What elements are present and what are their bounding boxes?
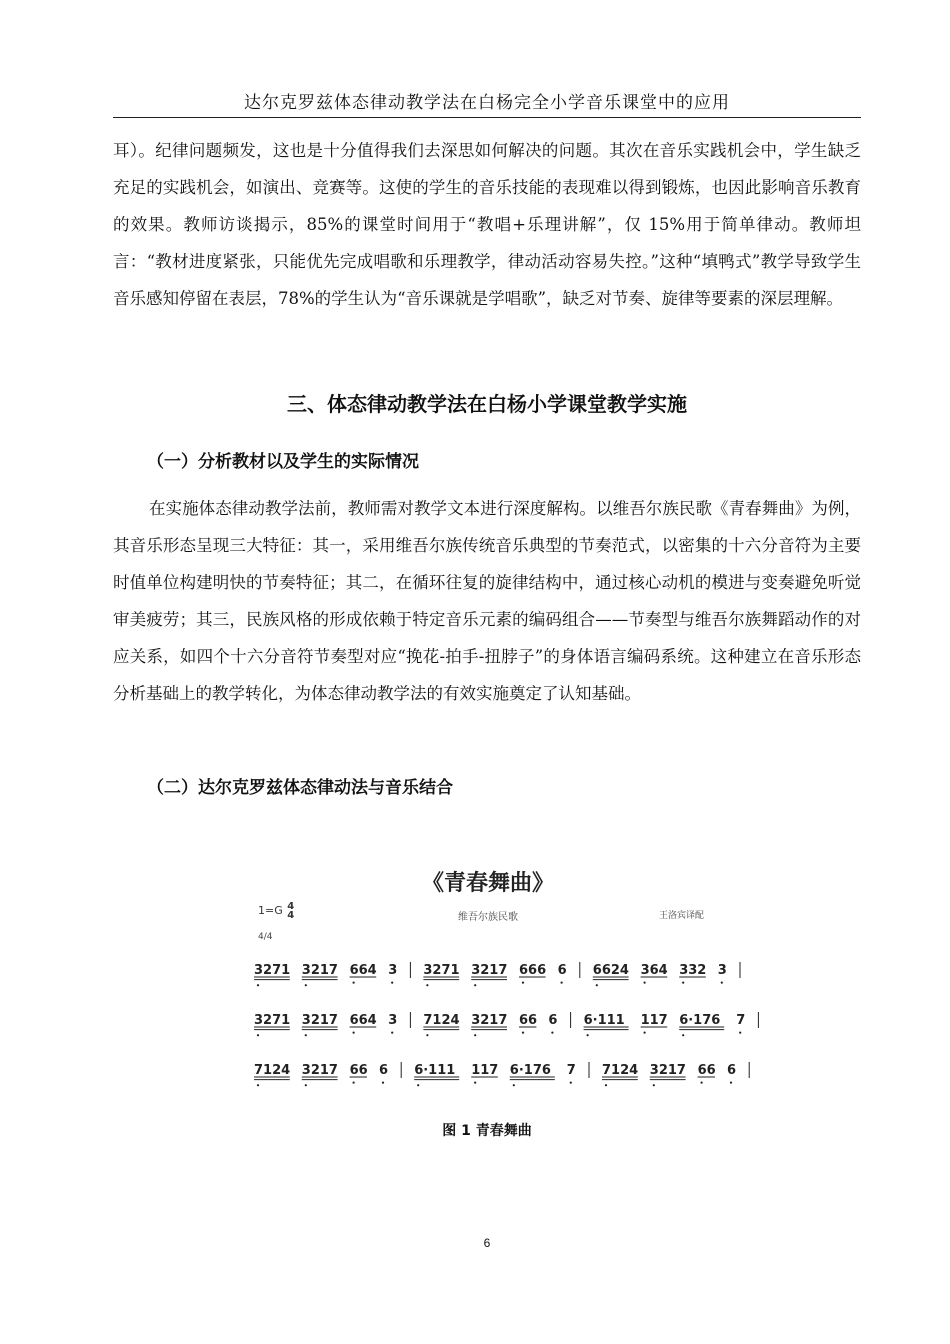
octave-dot	[570, 1082, 572, 1084]
note-group: 6·111	[414, 1063, 456, 1078]
note-group: 3	[388, 963, 398, 978]
octave-dot	[513, 1084, 515, 1086]
score-origin: 维吾尔族民歌	[458, 912, 518, 923]
octave-dot	[644, 1032, 646, 1034]
note-group: 3217	[301, 1013, 338, 1028]
subsection-heading-2: （二）达尔克罗兹体态律动法与音乐结合	[147, 778, 453, 798]
octave-dot	[596, 984, 598, 986]
octave-dot	[551, 1032, 553, 1034]
octave-dot	[417, 1084, 419, 1086]
note-group: 332	[679, 963, 707, 978]
octave-dot	[391, 982, 393, 984]
note-group: 7124	[602, 1063, 639, 1078]
time-bottom: 4	[287, 910, 295, 921]
note-group: 6	[548, 1013, 558, 1028]
octave-dot	[426, 984, 428, 986]
octave-dot	[644, 982, 646, 984]
time-top: 4	[287, 901, 295, 912]
score-line-1	[248, 958, 728, 988]
octave-dot	[305, 1084, 307, 1086]
page-number: 6	[483, 1236, 491, 1250]
note-group: 6·176	[509, 1063, 551, 1078]
note-group: 6	[379, 1063, 389, 1078]
note-group: 3	[388, 1013, 398, 1028]
octave-dot	[653, 1084, 655, 1086]
note-group: 3217	[471, 1013, 508, 1028]
octave-dot	[682, 1034, 684, 1036]
score-line-3	[248, 1058, 737, 1088]
score-title: 《青春舞曲》	[421, 871, 554, 896]
octave-dot	[701, 1082, 703, 1084]
score-figure	[248, 862, 746, 1088]
note-group: 364	[640, 963, 668, 978]
octave-dot	[605, 1084, 607, 1086]
meter-mark: 4/4	[258, 932, 273, 942]
note-group: 664	[349, 963, 377, 978]
note-group: 6·111	[583, 1013, 625, 1028]
note-group: 7124	[423, 1013, 460, 1028]
octave-dot	[353, 1082, 355, 1084]
note-group: 3217	[471, 963, 508, 978]
octave-dot	[257, 1034, 259, 1036]
note-group: 666	[519, 963, 547, 978]
octave-dot	[587, 1034, 589, 1036]
octave-dot	[426, 1034, 428, 1036]
header-rule	[113, 117, 861, 118]
octave-dot	[730, 1082, 732, 1084]
octave-dot	[561, 982, 563, 984]
note-group: 3271	[254, 963, 291, 978]
note-group: 66	[349, 1063, 368, 1078]
score-line-svg	[248, 1008, 746, 1038]
note-group: 117	[640, 1013, 668, 1028]
octave-dot	[721, 982, 723, 984]
octave-dot	[522, 982, 524, 984]
octave-dot	[522, 1032, 524, 1034]
body-paragraph-1: 耳）。纪律问题频发，这也是十分值得我们去深思如何解决的问题。其次在音乐实践机会中，学生缺乏充足的实践机会，如演出、竞赛等。这使的学生的音乐技能的表现难以得到锻炼，也因此影响音乐教育的效果。教师访谈揭示，85%的课堂时间用于“教唱+乐理讲解”，仅 15%用于简单律动。教师坦言：“教材进度紧张，只能优先完成唱歌和乐理教学，律动活动容易失控。”这种“填鸭式”教学导致学生音乐感知停留在表层，78%的学生认为“音乐课就是学唱歌”，缺乏对节奏、旋律等要素的深层理解。	[113, 141, 861, 308]
note-group: 3	[717, 963, 727, 978]
note-group: 7	[566, 1063, 576, 1078]
octave-dot	[353, 982, 355, 984]
note-group: 3217	[301, 963, 338, 978]
note-group: 7	[736, 1013, 746, 1028]
score-line-2	[248, 1008, 746, 1038]
note-group: 6	[557, 963, 567, 978]
score-line-svg	[248, 958, 728, 988]
note-group: 66	[697, 1063, 716, 1078]
score-arranger: 王洛宾译配	[658, 911, 704, 921]
octave-dot	[474, 1034, 476, 1036]
key-text: 1=G	[258, 904, 283, 917]
note-group: 6	[727, 1063, 737, 1078]
note-group: 3217	[649, 1063, 686, 1078]
octave-dot	[257, 1084, 259, 1086]
octave-dot	[739, 1032, 741, 1034]
octave-dot	[382, 1082, 384, 1084]
octave-dot	[474, 1082, 476, 1084]
note-group: 6·176	[679, 1013, 721, 1028]
subsection-heading-1: （一）分析教材以及学生的实际情况	[147, 452, 419, 472]
note-group: 3271	[254, 1013, 291, 1028]
running-header: 达尔克罗兹体态律动教学法在白杨完全小学音乐课堂中的应用	[244, 93, 730, 113]
note-group: 3217	[301, 1063, 338, 1078]
note-group: 664	[349, 1013, 377, 1028]
note-group: 117	[471, 1063, 499, 1078]
note-group: 6624	[592, 963, 629, 978]
note-group: 3271	[423, 963, 460, 978]
octave-dot	[257, 984, 259, 986]
note-group: 66	[519, 1013, 538, 1028]
note-group: 7124	[254, 1063, 291, 1078]
octave-dot	[305, 984, 307, 986]
octave-dot	[391, 1032, 393, 1034]
score-line-svg	[248, 1058, 737, 1088]
body-paragraph-2: 在实施体态律动教学法前，教师需对教学文本进行深度解构。以维吾尔族民歌《青春舞曲》为例，其音乐形态呈现三大特征：其一，采用维吾尔族传统音乐典型的节奏范式，以密集的十六分音符为主要时值单位构建明快的节奏特征；其二，在循环往复的旋律结构中，通过核心动机的模进与变奏避免听觉审美疲劳；其三，民族风格的形成依赖于特定音乐元素的编码组合——节奏型与维吾尔族舞蹈动作的对应关系，如四个十六分音符节奏型对应“挽花-拍手-扭脖子”的身体语言编码系统。这种建立在音乐形态分析基础上的教学转化，为体态律动教学法的有效实施奠定了认知基础。	[113, 499, 861, 703]
octave-dot	[682, 982, 684, 984]
section-heading: 三、体态律动教学法在白杨小学课堂教学实施	[287, 392, 687, 416]
octave-dot	[305, 1034, 307, 1036]
octave-dot	[474, 984, 476, 986]
figure-caption: 图 1 青春舞曲	[442, 1123, 532, 1139]
octave-dot	[353, 1032, 355, 1034]
